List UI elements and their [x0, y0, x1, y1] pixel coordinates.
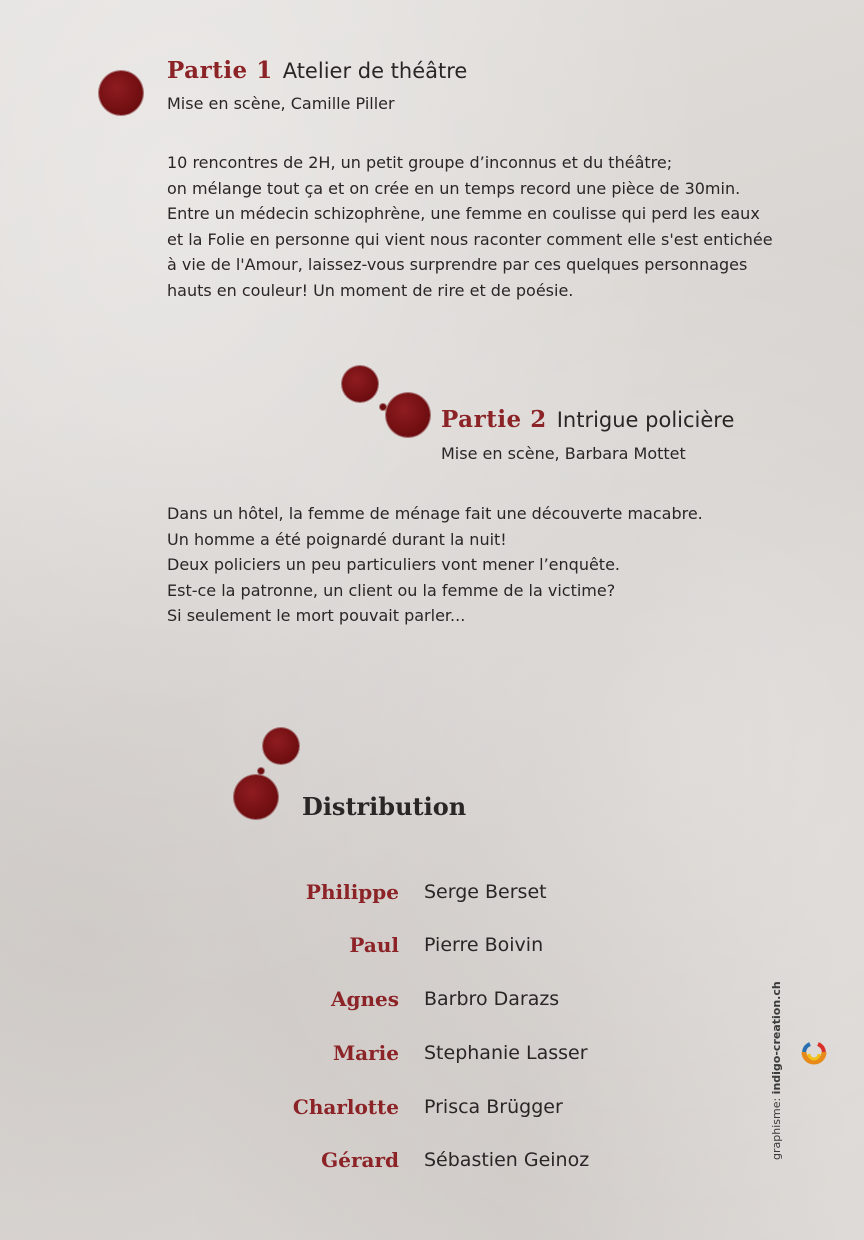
paragraph-line: hauts en couleur! Un moment de rire et de poésie.: [167, 280, 574, 300]
indigo-logo-icon: [800, 1040, 828, 1068]
part2-label: Partie 2: [441, 406, 547, 433]
paragraph-line: Dans un hôtel, la femme de ménage fait une découverte macabre.: [167, 504, 703, 523]
cast-actor: Sébastien Geinoz: [424, 1149, 590, 1171]
graphic-credit: [770, 960, 783, 1160]
cast-row: [0, 987, 864, 1017]
blood-splatter-icon: [380, 404, 386, 410]
cast-role: Paul: [349, 933, 399, 957]
cast-role: Marie: [333, 1041, 399, 1065]
paragraph-line: 10 rencontres de 2H, un petit groupe d’inconnus et du théâtre;: [167, 153, 673, 172]
cast-row: [0, 1095, 864, 1125]
blood-splatter-icon: [258, 768, 264, 774]
paragraph-line: Entre un médecin schizophrène, une femme en coulisse qui perd les eaux: [167, 204, 760, 223]
cast-role: Gérard: [321, 1148, 399, 1172]
paragraph-line: Si seulement le mort pouvait parler...: [167, 606, 466, 625]
blood-drop-icon: [234, 775, 278, 819]
cast-row: [0, 880, 864, 910]
credit-link[interactable]: indigo-creation.ch: [770, 981, 783, 1095]
part2-director: Mise en scène, Barbara Mottet: [441, 444, 686, 463]
part2-heading: [441, 406, 734, 433]
cast-actor: Barbro Darazs: [424, 988, 560, 1010]
cast-actor: Pierre Boivin: [424, 934, 544, 956]
distribution-title: Distribution: [302, 792, 467, 821]
cast-role: Agnes: [330, 987, 399, 1011]
part1-label: Partie 1: [167, 57, 273, 84]
cast-actor: Prisca Brügger: [424, 1096, 563, 1118]
part2-title: Intrigue policière: [556, 408, 735, 432]
blood-drop-icon: [263, 728, 299, 764]
cast-role: Charlotte: [292, 1095, 399, 1119]
blood-drop-icon: [99, 71, 143, 115]
cast-row: [0, 1041, 864, 1071]
cast-row: [0, 933, 864, 963]
part1-title: Atelier de théâtre: [282, 59, 468, 83]
cast-role: Philippe: [305, 880, 399, 904]
cast-actor: Serge Berset: [424, 881, 547, 903]
paragraph-line: à vie de l'Amour, laissez-vous surprendre par ces quelques personnages: [167, 255, 748, 274]
part2-description: [167, 501, 703, 629]
part1-heading: [167, 57, 467, 84]
blood-drop-icon: [342, 366, 378, 402]
cast-actor: Stephanie Lasser: [424, 1042, 588, 1064]
blood-drop-icon: [386, 393, 430, 437]
cast-row: [0, 1148, 864, 1178]
paragraph-line: on mélange tout ça et on crée en un temps record une pièce de 30min.: [167, 178, 741, 198]
paragraph-line: et la Folie en personne qui vient nous raconter comment elle s'est entichée: [167, 229, 773, 249]
part1-description: [167, 150, 773, 303]
paragraph-line: Est-ce la patronne, un client ou la femme de la victime?: [167, 580, 616, 600]
paragraph-line: Un homme a été poignardé durant la nuit!: [167, 529, 507, 549]
credit-prefix: graphisme:: [770, 1094, 783, 1160]
part1-director: Mise en scène, Camille Piller: [167, 94, 395, 113]
paragraph-line: Deux policiers un peu particuliers vont mener l’enquête.: [167, 555, 620, 574]
